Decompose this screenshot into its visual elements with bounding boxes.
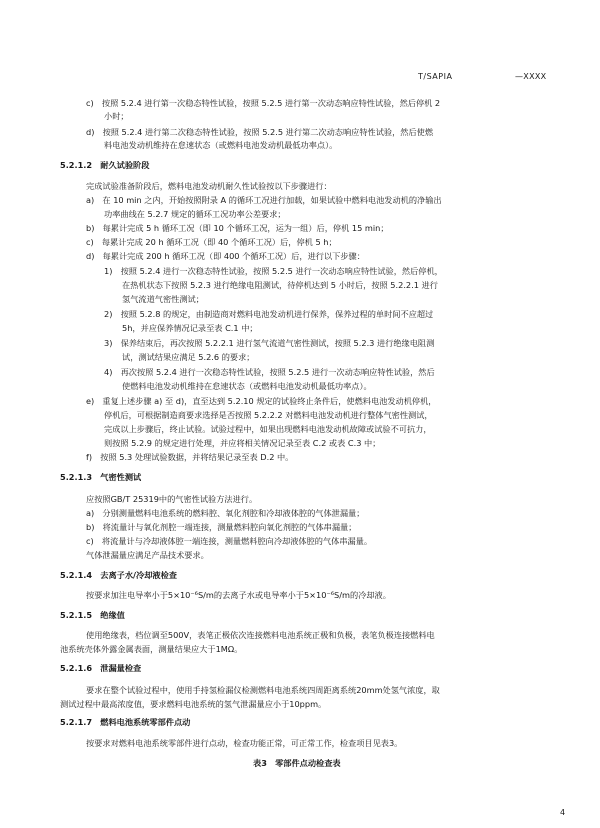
list-item-c: c) 将流量计与冷却液体腔一端连接，测量燃料腔向冷却液体腔的气体串漏量。 [86,536,373,546]
sub-item-3: 3) 保养结束后，再次按照 5.2.2.1 进行氢气流道气密性测试，按照 5.2.3 进行绝缘电阻测 [104,338,435,348]
paragraph-cont: 池系统壳体外露金属表面，测量结果应大于1MΩ。 [60,644,243,654]
list-item-e-cont: 则按照 5.2.9 的规定进行处理，并应将相关情况记录至表 C.2 或表 C.3 中； [104,438,381,448]
section-heading-5-2-1-5: 5.2.1.5 绝缘值 [60,610,125,620]
sub-item-1-cont: 氢气流道气密性测试； [122,294,204,304]
section-heading-5-2-1-7: 5.2.1.7 燃料电池系统零部件点动 [60,717,191,727]
list-item-a: a) 分别测量燃料电池系统的燃料腔、氧化剂腔和冷却液体腔的气体泄漏量； [86,508,365,518]
list-item-e-cont: 完成以上步骤后，终止试验。试验过程中，如果出现燃料电池发动机故障或试验不可抗力， [104,424,432,434]
paragraph: 按要求加注电导率小于5×10⁻⁶S/m的去离子水或电导率小于5×10⁻⁶S/m的冷却液。 [86,590,391,600]
paragraph: 要求在整个试验过程中，使用手持氢检漏仪检测燃料电池系统四周距离系统20mm处氢气浓度，取 [86,685,440,695]
paragraph: 气体泄漏量应满足产品技术要求。 [86,550,209,560]
list-item-e-cont: 停机后，可根据制造商要求选择是否按照 5.2.2.2 对燃料电池发动机进行整体气密性测试， [104,410,433,420]
list-item-d-cont: 料电池发动机维持在怠速状态（或燃料电池发动机最低功率点）。 [104,140,338,150]
table-caption: 表3 零部件点动检查表 [253,758,341,768]
list-item-c: c) 按照 5.2.4 进行第一次稳态特性试验，按照 5.2.5 进行第一次动态响应特性试验，然后停机 2 [86,98,441,108]
paragraph: 应按照GB/T 25319中的气密性试验方法进行。 [86,494,258,504]
list-item-d: d) 按照 5.2.4 进行第二次稳态特性试验，按照 5.2.5 进行第二次动态响应特性试验，然后使燃 [86,127,434,137]
paragraph: 使用绝缘表，档位调至500V，表笔正极依次连接燃料电池系统正极和负极，表笔负极连接燃料电 [86,630,435,640]
sub-item-2-cont: 5h，并应保养情况记录至表 C.1 中； [122,323,258,333]
paragraph-cont: 测试过程中最高浓度值，要求燃料电池系统的氢气泄漏量应小于10ppm。 [60,699,327,709]
sub-item-1-cont: 在热机状态下按照 5.2.3 进行绝缘电阻测试，待停机达到 5 小时后，按照 5.2.2.1 进行 [122,280,438,290]
sub-item-4: 4) 再次按照 5.2.4 进行一次稳态特性试验，按照 5.2.5 进行一次动态响应特性试验，然后 [104,367,435,377]
section-heading-5-2-1-3: 5.2.1.3 气密性测试 [60,472,142,482]
list-item-d: d) 每累计完成 200 h 循环工况（即 400 个循环工况）后，进行以下步骤： [86,251,365,261]
paragraph: 完成试验准备阶段后，燃料电池发动机耐久性试验按以下步骤进行： [86,181,332,191]
list-item-f: f) 按照 5.3 处理试验数据，并将结果记录至表 D.2 中。 [86,452,294,462]
sub-item-4-cont: 使燃料电池发动机维持在怠速状态（或燃料电池发动机最低功率点）。 [122,381,372,391]
list-item-a: a) 在 10 min 之内，开始按照附录 A 的循环工况进行加载，如果试验中燃料电池发动机的净输出 [86,195,442,205]
section-heading-5-2-1-4: 5.2.1.4 去离子水/冷却液检查 [60,570,177,580]
header-standard-number: —XXXX [515,72,547,81]
section-heading-5-2-1-6: 5.2.1.6 泄漏量检查 [60,663,142,673]
list-item-b: b) 将流量计与氧化剂腔一端连接，测量燃料腔向氧化剂腔的气体串漏量； [86,522,357,532]
list-item-e: e) 重复上述步骤 a) 至 d)，直至达到 5.2.10 规定的试验终止条件后，使燃料电池发动机停机， [86,396,437,406]
header-standard-code: T/SAPIA [418,72,453,81]
list-item-c: c) 每累计完成 20 h 循环工况（即 40 个循环工况）后，停机 5 h； [86,237,337,247]
list-item-c-cont: 小时； [104,111,129,121]
sub-item-3-cont: 试，测试结果应满足 5.2.6 的要求； [122,352,255,362]
paragraph: 按要求对燃料电池系统零部件进行点动，检查功能正常，可正常工作，检查项目见表3。 [86,738,403,748]
list-item-b: b) 每累计完成 5 h 循环工况（即 10 个循环工况，运为一组）后，停机 15 min； [86,223,389,233]
sub-item-1: 1) 按照 5.2.4 进行一次稳态特性试验，按照 5.2.5 进行一次动态响应特性试验，然后停机， [104,266,443,276]
sub-item-2: 2) 按照 5.2.8 的规定，由制造商对燃料电池发动机进行保养，保养过程的单时间不应超过 [104,309,434,319]
list-item-a-cont: 功率曲线在 5.2.7 规定的循环工况功率公差要求； [104,209,286,219]
section-heading-5-2-1-2: 5.2.1.2 耐久试验阶段 [60,160,150,170]
page-number: 4 [560,808,566,817]
